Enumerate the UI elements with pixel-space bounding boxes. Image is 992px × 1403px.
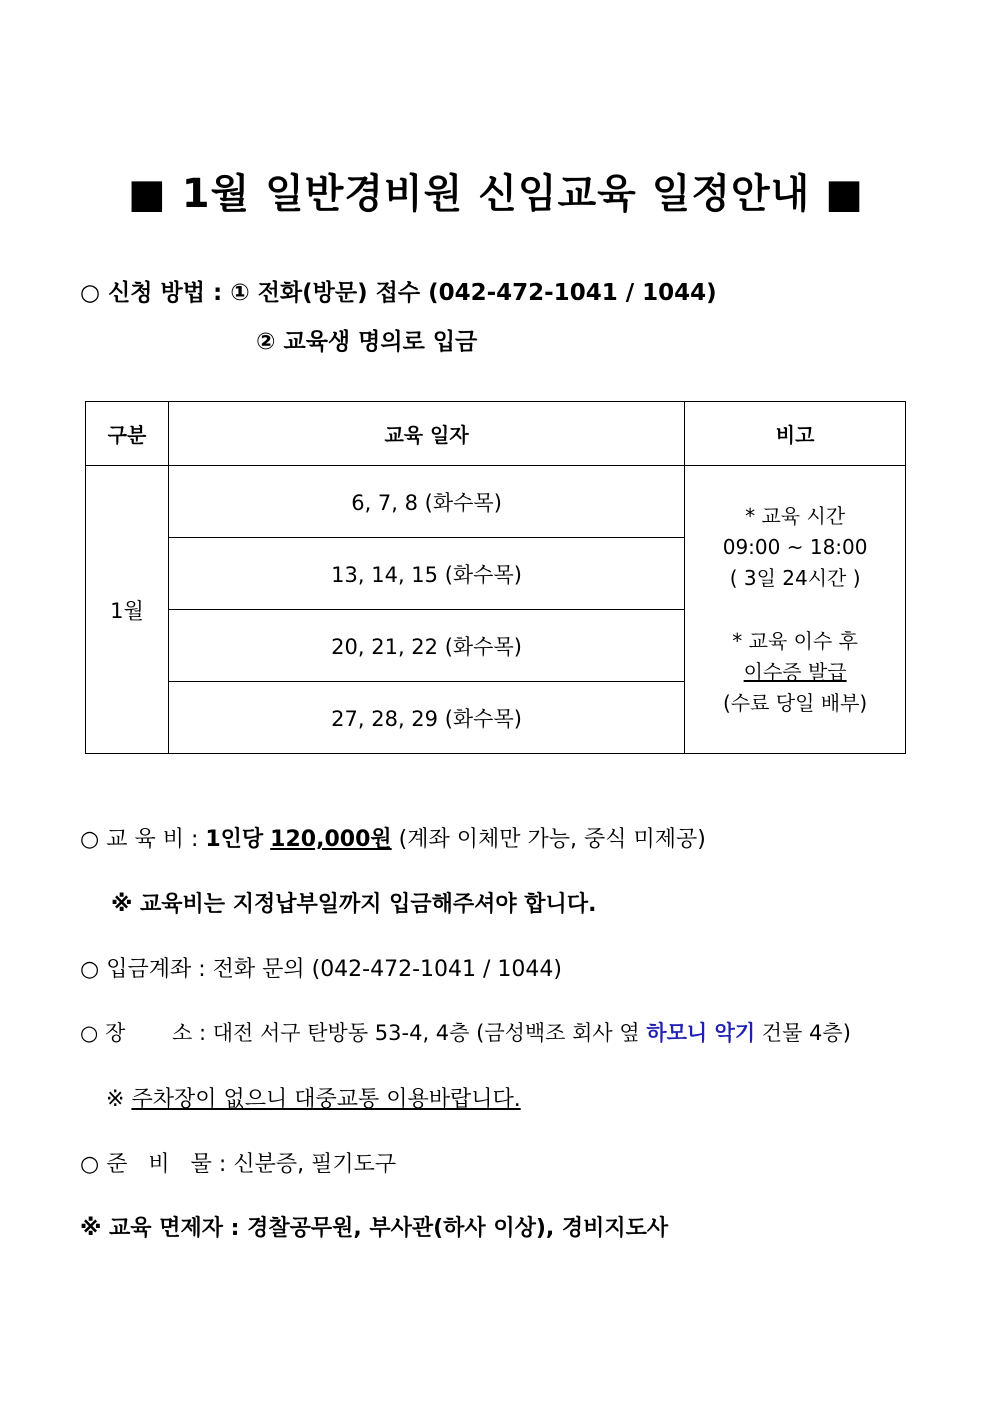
schedule-table bbox=[85, 401, 906, 754]
bullet: ○ bbox=[80, 1152, 100, 1177]
bullet: ○ bbox=[80, 1021, 99, 1045]
supplies-text: 신분증, 필기도구 bbox=[233, 1152, 397, 1177]
place-landmark: 하모니 악기 bbox=[646, 1021, 756, 1045]
header-remarks: 비고 bbox=[685, 402, 906, 466]
note-line: * 교육 이수 후 bbox=[732, 628, 858, 653]
apply-item-1-text: 전화(방문) 접수 bbox=[257, 280, 421, 306]
date-cell: 20, 21, 22 (화수목) bbox=[168, 610, 684, 682]
note-line: * 교육 시간 bbox=[745, 503, 846, 528]
place-label: 장 소 : bbox=[105, 1021, 207, 1045]
month-cell: 1월 bbox=[86, 466, 169, 754]
note-line: 09:00 ~ 18:00 bbox=[722, 534, 868, 559]
apply-item-1-number: ① bbox=[230, 280, 250, 306]
page-title: ■ 1월 일반경비원 신임교육 일정안내 ■ bbox=[127, 171, 864, 217]
fee-line bbox=[80, 822, 706, 853]
remarks-cell bbox=[685, 466, 906, 754]
bullet: ○ bbox=[80, 280, 101, 306]
apply-method-line-2 bbox=[256, 323, 477, 356]
apply-method-label: 신청 방법 : bbox=[108, 280, 223, 306]
note-line: (수료 당일 배부) bbox=[722, 690, 868, 715]
fee-label: 교 육 비 : bbox=[106, 827, 199, 852]
date-cell: 13, 14, 15 (화수목) bbox=[168, 538, 684, 610]
note-line: 이수증 발급 bbox=[743, 659, 847, 684]
bullet: ○ bbox=[80, 827, 100, 852]
place-address: 대전 서구 탄방동 53-4, 4층 (금성백조 회사 옆 bbox=[212, 1021, 640, 1045]
supplies-line bbox=[80, 1147, 396, 1178]
apply-phone: (042-472-1041 / 1044) bbox=[428, 280, 717, 306]
parking-notice-text: 주차장이 없으니 대중교통 이용바랍니다. bbox=[131, 1087, 521, 1112]
note-line: ( 3일 24시간 ) bbox=[729, 565, 861, 590]
account-text: 입금계좌 : 전화 문의 (042-472-1041 / 1044) bbox=[106, 957, 563, 982]
date-cell: 27, 28, 29 (화수목) bbox=[168, 682, 684, 754]
date-cell: 6, 7, 8 (화수목) bbox=[168, 466, 684, 538]
header-category: 구분 bbox=[86, 402, 169, 466]
apply-method-line bbox=[80, 274, 717, 307]
apply-item-2-text: 교육생 명의로 입금 bbox=[283, 329, 478, 355]
fee-notice: ※ 교육비는 지정납부일까지 입금해주셔야 합니다. bbox=[111, 892, 597, 917]
bullet: ○ bbox=[80, 957, 100, 982]
place-suffix: 건물 4층) bbox=[761, 1021, 851, 1045]
header-dates: 교육 일자 bbox=[168, 402, 684, 466]
place-line bbox=[80, 1017, 851, 1047]
supplies-label: 준 비 물 : bbox=[106, 1152, 227, 1177]
apply-item-2-number: ② bbox=[256, 329, 276, 355]
account-line bbox=[80, 952, 562, 983]
parking-notice bbox=[106, 1082, 521, 1113]
table-header-row bbox=[86, 402, 906, 466]
fee-detail: (계좌 이체만 가능, 중식 미제공) bbox=[398, 827, 706, 852]
fee-per-person: 1인당 bbox=[205, 827, 264, 852]
exemption-line: ※ 교육 면제자 : 경찰공무원, 부사관(하사 이상), 경비지도사 bbox=[80, 1216, 669, 1241]
fee-amount: 120,000원 bbox=[270, 827, 392, 852]
notice-mark: ※ bbox=[106, 1087, 125, 1112]
table-row bbox=[86, 466, 906, 538]
